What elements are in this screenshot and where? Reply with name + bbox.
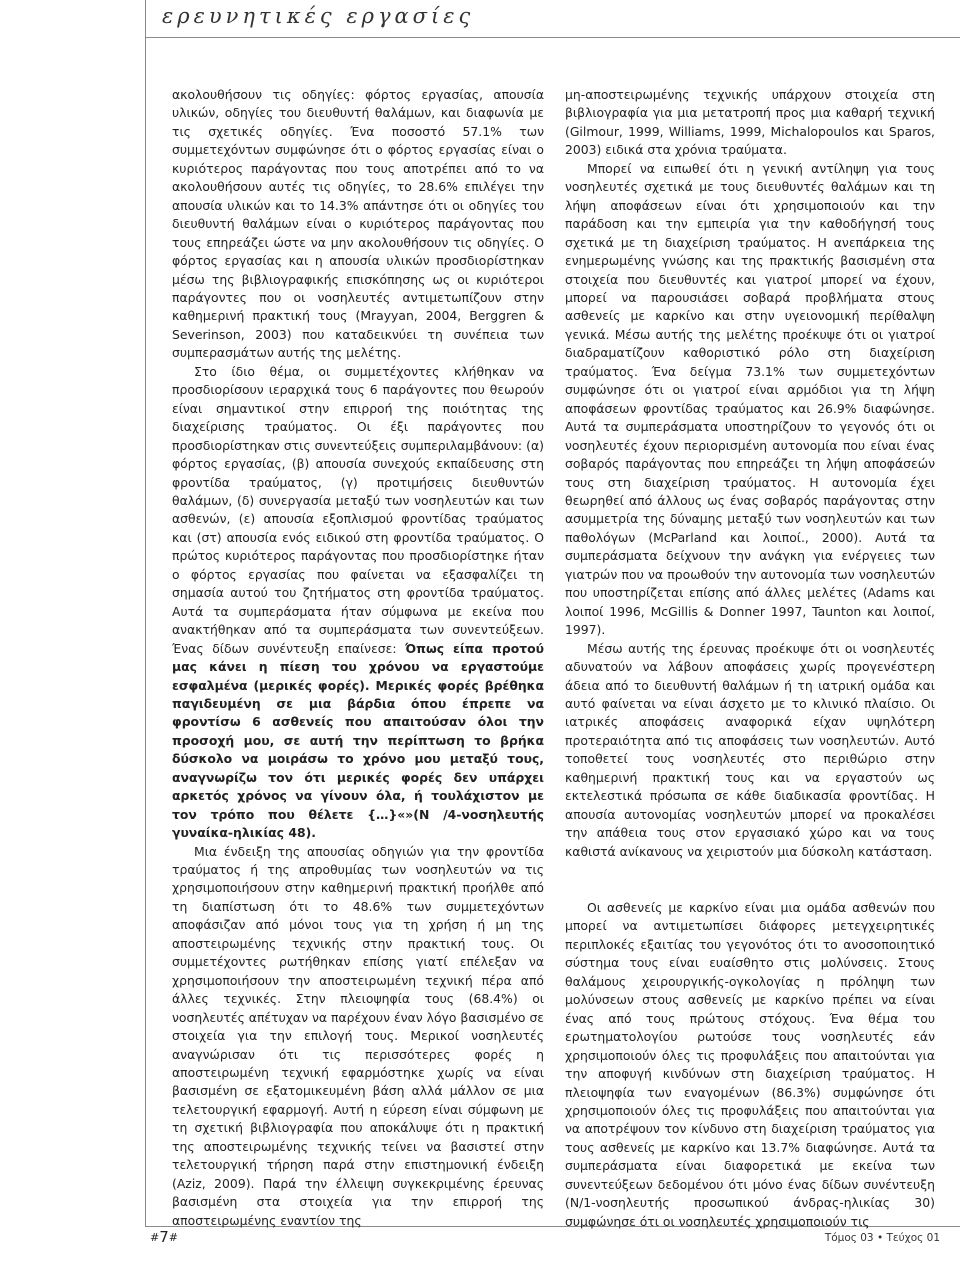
- paragraph: [565, 160, 935, 640]
- left-column: [172, 86, 544, 1230]
- paragraph-text: Μέσω αυτής της έρευνας προέκυψε ότι οι νοσηλευτές αδυνατούν να λάβουν αποφάσεις χωρίς προγενέστερη άδεια από το διευθυντή θαλάμων ή τη ιατρική ομάδα και αυτό φαίνεται να είναι άσχετο με το κλινικό πλαίσιο. Οι ιατρικές αποφάσεις αναφορικά είχαν υψηλότερη προτεραιότητα από τις αποφάσεις των νοσηλευτών. Αυτό τοποθετεί τους νοσηλευτές στο περιθώριο στην καθημερινή πρακτική τους και να εργαστούν ως εκτελεστικά πρόσωπα σε κάθε διαδικασία φροντίδας. Η απουσία αυτονομίας νοσηλευτών μπορεί να προκαλέσει την απάθεια τους στον εργασιακό χώρο και να τους καθιστά ανίκανους να χειριστούν μια δύσκολη κατάσταση.: [565, 640, 935, 859]
- paragraph: [565, 640, 935, 861]
- paragraph: [565, 899, 935, 1231]
- page-number: [150, 1228, 178, 1246]
- paragraph-text: Οι ασθενείς με καρκίνο είναι μια ομάδα ασθενών που μπορεί να αντιμετωπίσει διάφορες μετεγχειρητικές περιπλοκές εξαιτίας του γεγονότος ότι το ανοσοποιητικό σύστημα τους είναι ευαίσθητο στις μολύνσεις. Στους θαλάμους χειρουργικής-ογκολογίας η πρόληψη των μολύνσεων στους ασθενείς με καρκίνο πρέπει να είναι ένας από τους πρώτους στόχους. Ένα θέμα του ερωτηματολογίου ρωτούσε τους νοσηλευτές εάν χρησιμοποιούν όλες τις προφυλάξεις που απαιτούνται για την αποφυγή κινδύνων στη διαχείριση τραύματος. Η πλειοψηφία των εναγομένων (86.3%) συμφώνησε ότι χρησιμοποιούν όλες τις προφυλάξεις που απαιτούνται για να αποτρέψουν τον κίνδυνο στη διαχείριση τραύματος για τους ασθενείς με καρκίνο και 13.7% διαφώνησε. Αυτά τα συμπεράσματα είναι διαφορετικά με εκείνα των συνεντεύξεων δεδομένου ότι μόνο ένας δίδων συνέντευξη (Ν/1-νοσηλευτής προσωπικού άνδρας-ηλικίας 30) συμφώνησε ότι οι νοσηλευτές χρησιμοποιούν τις: [565, 900, 935, 1229]
- paragraph-text: μη-αποστειρωμένης τεχνικής υπάρχουν στοιχεία στη βιβλιογραφία για μια μετατροπή προς μια καθαρή τεχνική (Gilmour, 1999, Williams, 1999, Michalopoulos και Sparos, 2003) ειδικά στα χρόνια τραύματα.: [565, 87, 935, 158]
- paragraph-text: Μπορεί να ειπωθεί ότι η γενική αντίληψη για τους νοσηλευτές σχετικά με τους διευθυντές θαλάμων και τη λήψη αποφάσεων είναι ότι χρησιμοποιούν και την παράδοση και την εμπειρία για την καθοδήγησή τους σχετικά με τη διαχείριση τραύματος. Η ανεπάρκεια της ενημερωμένης γνώσης και της πρακτικής βασισμένη στα στοιχεία που διευθυντές και γιατροί μπορεί να έχουν, μπορεί να παρουσιάσει σοβαρά προβλήματα στους ασθενείς με καρκίνο και στην υγειονομική περίθαλψη γενικά. Μέσω αυτής της μελέτης προέκυψε ότι οι γιατροί διαδραματίζουν καθοριστικό ρόλο στη διαχείριση τραύματος. Ένα δείγμα 73.1% των συμμετεχόντων συμφώνησε ότι οι γιατροί είναι αρμόδιοι για τη λήψη αποφάσεων φροντίδας τραύματος και 26.9% διαφώνησε. Αυτά τα συμπεράσματα υποστηρίζουν το γεγονός ότι οι νοσηλευτές έχουν περιορισμένη αυτονομία που είναι ένας σοβαρός παράγοντας που επηρεάζει τη λήψη αποφάσεών τους στη διαχείριση τραύματος. Η αυτονομία έχει θεωρηθεί από άλλους ως ένας σοβαρός παράγοντας στην ασυμμετρία της δύναμης μεταξύ των νοσηλευτών και των παθολόγων (McParland και λοιποί., 2000). Αυτά τα συμπεράσματα δείχνουν την ανάγκη για ενέργειες των γιατρών που να προωθούν την αυτονομία των νοσηλευτών που υποστηρίζεται επίσης από άλλες μελέτες (Adams και λοιποί 1996, McGillis & Donner 1997, Taunton και λοιποί, 1997).: [565, 160, 935, 638]
- left-margin-rule: [145, 0, 146, 1226]
- paragraph-text: ακολουθήσουν τις οδηγίες: φόρτος εργασίας, απουσία υλικών, οδηγίες του διευθυντή θαλάμων, και διαφωνία με τις σχετικές οδηγίες. Ένα ποσοστό 57.1% των συμμετεχόντων συμφώνησε ότι ο φόρτος εργασίας είναι ο κυριότερος παράγοντας που τους αποτρέπει από το να ακολουθήσουν αυτές τις οδηγίες, το 28.6% επιλέγει την απουσία υλικών και το 14.3% απάντησε ότι οι οδηγίες του διευθυντή θαλάμων είναι ο κυριότερος παράγοντας που τους επηρεάζει ώστε να μην ακολουθήσουν τις οδηγίες. Ο φόρτος εργασίας και η απουσία υλικών προσδιορίστηκαν μέσω της βιβλιογραφικής επισκόπησης ως οι κυριότεροι παράγοντες που οι νοσηλευτές αντιμετωπίζουν στην καθημερινή πρακτική τους (Mrayyan, 2004, Berggren & Severinson, 2003) που καταδεικνύει τη συνέπεια των συμπερασμάτων αυτής της μελέτης.: [172, 87, 544, 361]
- paragraph: [172, 363, 544, 843]
- paragraph: [565, 86, 935, 160]
- page-hash-right: #: [168, 1231, 178, 1244]
- paragraph-text: Στο ίδιο θέμα, οι συμμετέχοντες κλήθηκαν να προσδιορίσουν ιεραρχικά τους 6 παράγοντες που θεωρούν είναι σημαντικοί στην επιρροή της ποιότητας της διαχείρισης τραύματος. Οι έξι παράγοντες που προσδιορίστηκαν στις συνεντεύξεις συμπεριλαμβάνουν: (α) φόρτος εργασίας, (β) απουσία συνεχούς εκπαίδευσης στη φροντίδα τραύματος, (γ) προτιμήσεις διευθυντών θαλάμων, (δ) συνεργασία μεταξύ των νοσηλευτών και των ασθενών, (ε) απουσία εξοπλισμού φροντίδας τραύματος και (στ) απουσία ενός ειδικού στη φροντίδα τραύματος. Ο πρώτος κυριότερος παράγοντας που προσδιορίστηκε ήταν ο φόρτος εργασίας που φαίνεται να εξασφαλίζει τη σημασία αυτού του ζητήματος στη φροντίδα τραύματος. Αυτά τα συμπεράσματα ήταν σύμφωνα με εκείνα που ανακτήθηκαν από τα συμπεράσματα των συνεντεύξεων. Ένας δίδων συνέντευξη επαίνεσε:: [172, 363, 544, 656]
- right-column: [565, 86, 935, 1231]
- page-number-value: 7: [159, 1228, 169, 1246]
- page-hash-left: #: [150, 1231, 160, 1244]
- header-rule: [145, 37, 960, 38]
- interview-quote: Όπως είπα προτού μας κάνει η πίεση του χρόνου να εργαστούμε εσφαλμένα (μερικές φορές). Μερικές φορές βρέθηκα παγιδευμένη σε μια βάρδια όπου έπρεπε να φροντίσω 6 ασθενείς που απαιτούσαν όλοι την προσοχή μου, σε αυτή την περίπτωση το βρήκα δύσκολο να μοιράσω το χρόνο μου μεταξύ τους, αναγνωρίζω τον ότι μερικές φορές δεν υπάρχει αρκετός χρόνος να γίνουν όλα, ή τουλάχιστον με τον τρόπο που θέλετε {…}«»(Ν /4-νοσηλευτής γυναίκα-ηλικίας 48).: [172, 640, 544, 841]
- paragraph: [172, 843, 544, 1231]
- paragraph-text: Μια ένδειξη της απουσίας οδηγιών για την φροντίδα τραύματος ή της απροθυμίας των νοσηλευτών να τις χρησιμοποιήσουν στην καθημερινή πρακτική προήλθε από τη διαπίστωση ότι το 48.6% των συμμετεχόντων αποφάσιζαν από μόνοι τους για τη χρήση ή μη της αποστειρωμένης τεχνικής στην πρακτική τους. Οι συμμετέχοντες ρωτήθηκαν επίσης γιατί επέλεξαν να χρησιμοποιήσουν την αποστειρωμένη τεχνική πέρα από άλλες τεχνικές. Στην πλειοψηφία τους (68.4%) οι νοσηλευτές απέτυχαν να παρέχουν έναν λόγο βασισμένο σε στοιχεία για την επιλογή τους. Μερικοί νοσηλευτές αναγνώρισαν ότι τις περισσότερες φορές η αποστειρωμένη τεχνική εφαρμόστηκε χωρίς να είναι βασισμένη σε εξατομικευμένη βάση αλλά μάλλον σε μια τελετουργική εφαρμογή. Αυτή η εύρεση είναι σύμφωνη με τη σχετική βιβλιογραφία που αποκάλυψε ότι η πρακτική της αποστειρωμένης τεχνικής τείνει να βασιστεί στην τελετουργική τήρηση παρά στην επιστημονική ένδειξη (Aziz, 2009). Παρά την έλλειψη συγκεκριμένης έρευνας βασισμένη στα στοιχεία για την επιρροή της αποστειρωμένης εναντίον της: [172, 843, 544, 1228]
- paragraph: [172, 86, 544, 363]
- section-title: ερευνητικές εργασίες: [162, 4, 475, 28]
- issue-label: Τόμος 03 • Τεύχος 01: [824, 1232, 940, 1244]
